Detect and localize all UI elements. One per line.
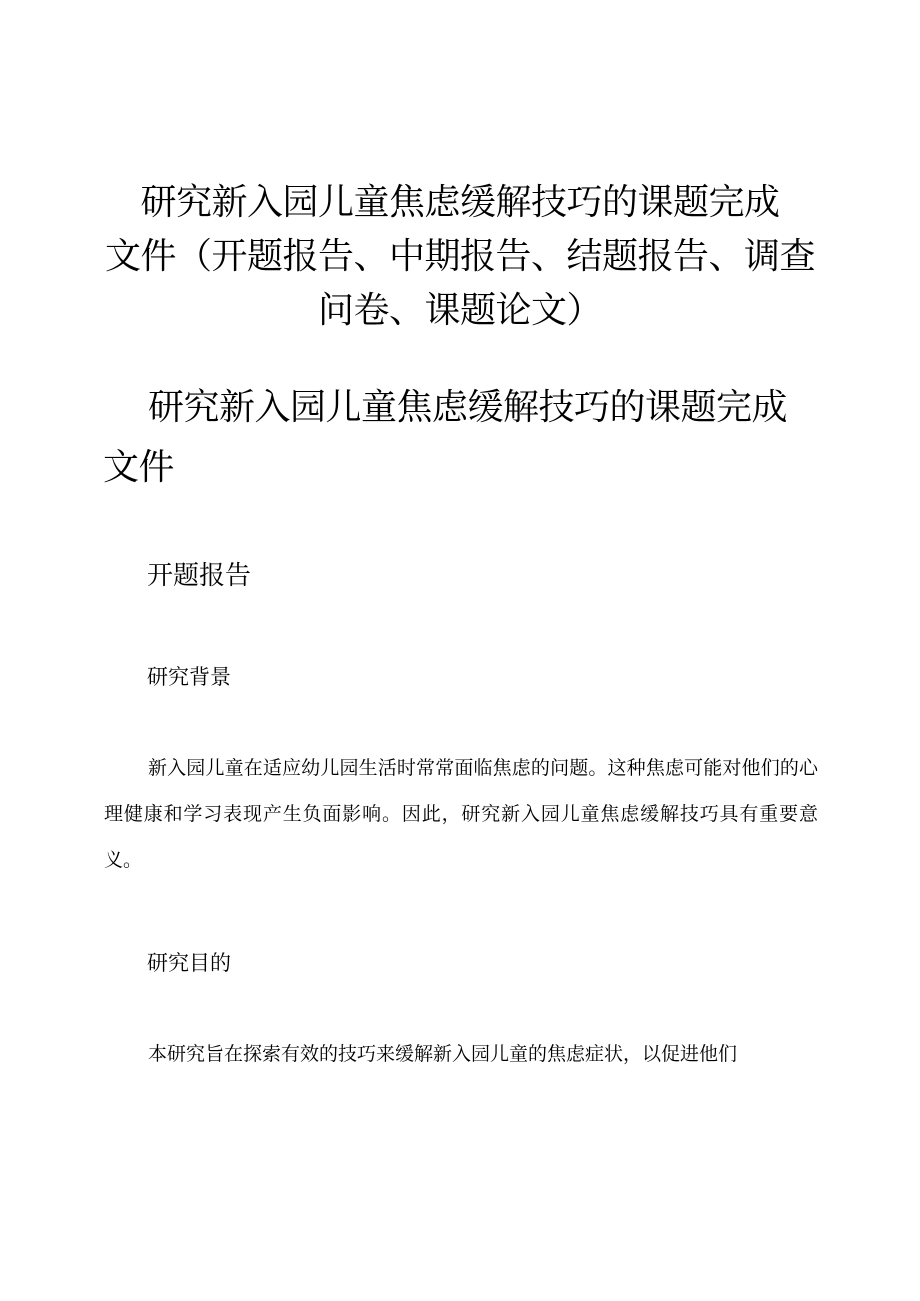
main-title-line-1: 研究新入园儿童焦虑缓解技巧的课题完成 (140, 182, 780, 223)
paragraph-research-purpose: 本研究旨在探索有效的技巧来缓解新入园儿童的焦虑症状，以促进他们 (148, 1043, 738, 1065)
paragraph-research-background: 新入园儿童在适应幼儿园生活时常常面临焦虑的问题。这种焦虑可能对他们的心理健康和学习表现产生负面影响。因此，研究新入园儿童焦虑缓解技巧具有重要意义。 (104, 757, 818, 871)
document-main-title (100, 176, 820, 338)
main-title-line-3: 问卷、课题论文） (317, 290, 602, 331)
subheading-research-background: 研究背景 (147, 665, 231, 689)
main-title-line-2: 文件（开题报告、中期报告、结题报告、调查 (104, 236, 815, 277)
section-heading-proposal: 开题报告 (147, 561, 252, 591)
repeat-title-line-2: 文件 (103, 447, 175, 488)
document-repeat-title (103, 378, 823, 498)
repeat-title-line-1: 研究新入园儿童焦虑缓解技巧的课题完成 (148, 387, 788, 428)
subheading-research-purpose: 研究目的 (147, 951, 231, 975)
